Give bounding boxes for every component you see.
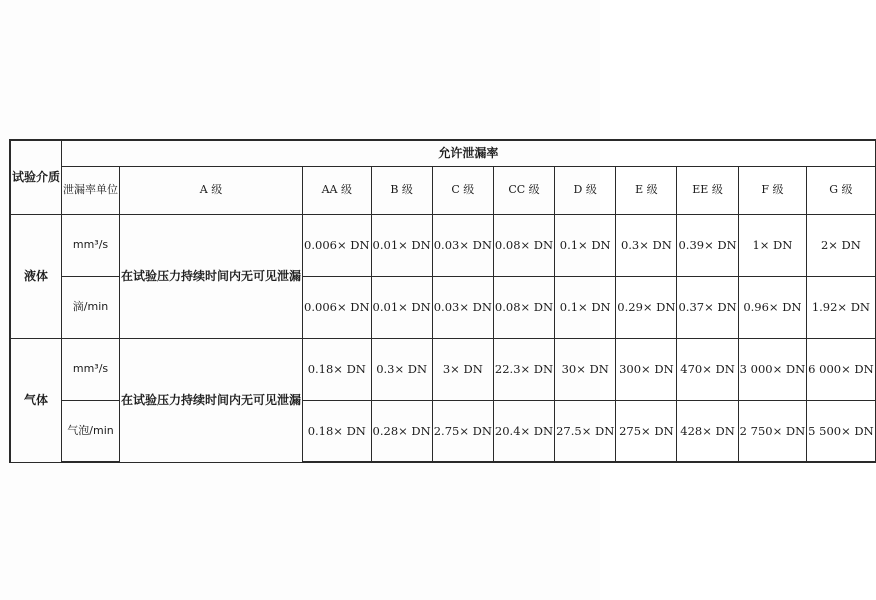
rate-cell: 0.01× DN <box>371 276 432 338</box>
rate-cell: 6 000× DN <box>807 338 876 400</box>
rate-cell: 0.08× DN <box>493 276 554 338</box>
unit-cell: mm³/s <box>62 338 120 400</box>
rate-cell: 22.3× DN <box>493 338 554 400</box>
grade-header: B 级 <box>371 166 432 214</box>
rate-cell: 0.08× DN <box>493 214 554 276</box>
grade-a-note: 在试验压力持续时间内无可见泄漏 <box>120 214 303 338</box>
rate-cell: 300× DN <box>616 338 677 400</box>
rate-cell: 0.03× DN <box>432 276 493 338</box>
leakage-rate-table <box>9 139 876 463</box>
rate-cell: 0.1× DN <box>555 214 616 276</box>
rate-cell: 470× DN <box>677 338 738 400</box>
header-row-1 <box>10 140 875 166</box>
rate-cell: 0.3× DN <box>371 338 432 400</box>
rate-cell: 3× DN <box>432 338 493 400</box>
rate-cell: 5 500× DN <box>807 400 876 462</box>
rate-cell: 0.29× DN <box>616 276 677 338</box>
rate-cell: 428× DN <box>677 400 738 462</box>
col-header-medium <box>10 140 62 214</box>
grade-a-note: 在试验压力持续时间内无可见泄漏 <box>120 338 303 462</box>
rate-cell: 0.1× DN <box>555 276 616 338</box>
rate-cell: 0.39× DN <box>677 214 738 276</box>
rate-cell: 1.92× DN <box>807 276 876 338</box>
table-caption: 允许泄漏率 <box>62 140 876 166</box>
unit-cell: mm³/s <box>62 214 120 276</box>
rate-cell: 0.006× DN <box>303 276 372 338</box>
medium-gas: 气体 <box>10 338 62 462</box>
medium-liquid: 液体 <box>10 214 62 338</box>
rate-cell: 30× DN <box>555 338 616 400</box>
grade-header: CC 级 <box>493 166 554 214</box>
grade-header: AA 级 <box>303 166 372 214</box>
rate-cell: 20.4× DN <box>493 400 554 462</box>
rate-cell: 0.18× DN <box>303 338 372 400</box>
table-row <box>10 338 875 400</box>
rate-cell: 0.03× DN <box>432 214 493 276</box>
rate-cell: 3 000× DN <box>738 338 807 400</box>
grade-header: EE 级 <box>677 166 738 214</box>
grade-header: E 级 <box>616 166 677 214</box>
grade-header: G 级 <box>807 166 876 214</box>
rate-cell: 2× DN <box>807 214 876 276</box>
rate-cell: 275× DN <box>616 400 677 462</box>
grade-header: A 级 <box>120 166 303 214</box>
rate-cell: 2.75× DN <box>432 400 493 462</box>
table-row <box>10 214 875 276</box>
rate-cell: 0.37× DN <box>677 276 738 338</box>
rate-cell: 0.006× DN <box>303 214 372 276</box>
grade-header: F 级 <box>738 166 807 214</box>
rate-cell: 0.3× DN <box>616 214 677 276</box>
col-header-unit: 泄漏率单位 <box>62 166 120 214</box>
header-row-2 <box>10 166 875 214</box>
rate-cell: 0.18× DN <box>303 400 372 462</box>
unit-cell: 滴/min <box>62 276 120 338</box>
rate-cell: 2 750× DN <box>738 400 807 462</box>
rate-cell: 0.28× DN <box>371 400 432 462</box>
unit-cell: 气泡/min <box>62 400 120 462</box>
grade-header: D 级 <box>555 166 616 214</box>
rate-cell: 1× DN <box>738 214 807 276</box>
rate-cell: 27.5× DN <box>555 400 616 462</box>
col-header-medium-text: 试验介质 <box>12 170 61 185</box>
rate-cell: 0.01× DN <box>371 214 432 276</box>
rate-cell: 0.96× DN <box>738 276 807 338</box>
grade-header: C 级 <box>432 166 493 214</box>
